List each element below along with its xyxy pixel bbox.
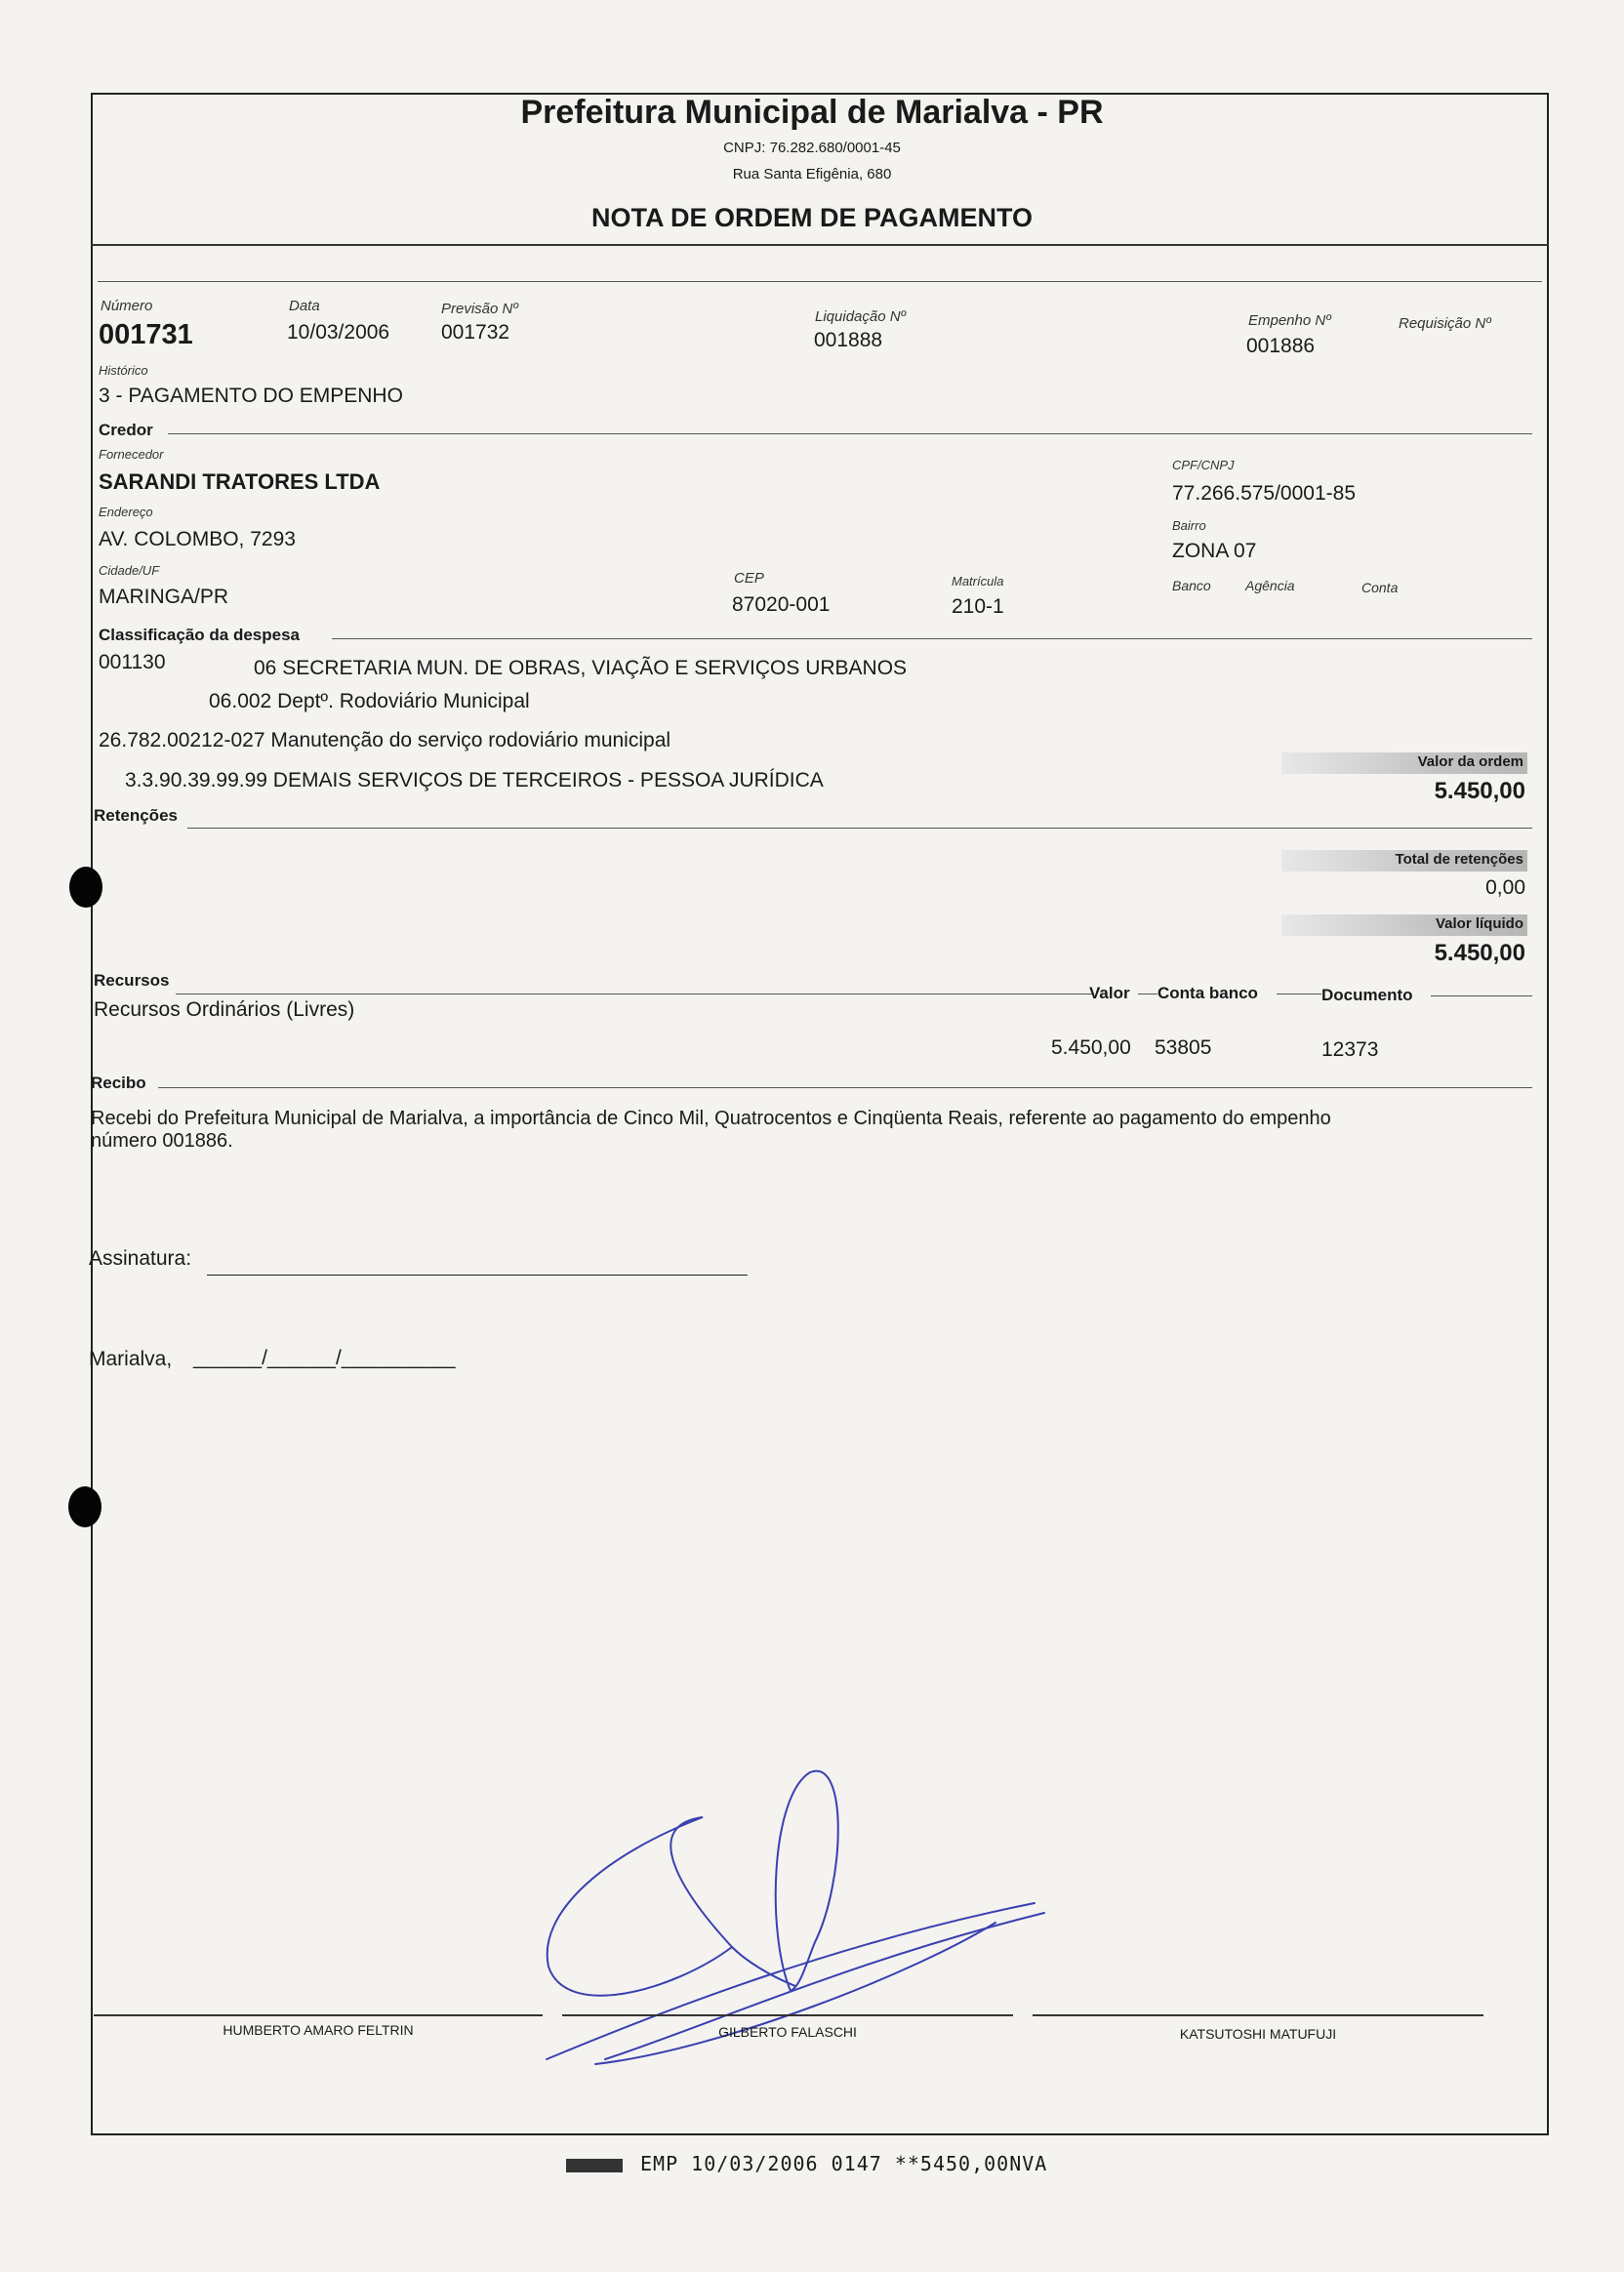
retencoes-section: Retenções (94, 806, 178, 825)
recursos-descricao: Recursos Ordinários (Livres) (94, 998, 355, 1021)
classificacao-rule (332, 638, 1532, 639)
numero-label: Número (101, 298, 153, 314)
fornecedor-value: SARANDI TRATORES LTDA (99, 469, 381, 494)
data-value: 10/03/2006 (287, 321, 390, 344)
page-title: Prefeitura Municipal de Marialva - PR (520, 94, 1104, 131)
classificacao-line2: 06.002 Deptº. Rodoviário Municipal (209, 690, 530, 712)
signature-line-1 (94, 2014, 543, 2016)
valor-liquido-label: Valor líquido (1435, 915, 1523, 932)
cpf-label: CPF/CNPJ (1172, 458, 1235, 472)
assinatura-line[interactable] (207, 1275, 748, 1276)
header-divider-2 (98, 281, 1542, 282)
document-title: NOTA DE ORDEM DE PAGAMENTO (590, 203, 1033, 232)
conta-label: Conta (1361, 580, 1399, 595)
bairro-label: Bairro (1172, 518, 1206, 533)
valor-ordem-value: 5.450,00 (1434, 778, 1525, 804)
retencoes-rule (187, 828, 1532, 829)
bank-stamp-text: EMP 10/03/2006 0147 **5450,00NVA (640, 2152, 1048, 2175)
cnpj-text: CNPJ: 76.282.680/0001-45 (723, 140, 901, 156)
matricula-label: Matrícula (952, 574, 1004, 588)
recibo-line2: número 001886. (91, 1130, 233, 1152)
requisicao-label: Requisição Nº (1399, 315, 1491, 332)
cep-value: 87020-001 (732, 593, 831, 616)
recibo-line1: Recebi do Prefeitura Municipal de Marialva, a importância de Cinco Mil, Quatrocentos e Cinqüenta Reais, referente ao pagamento do empenho (91, 1108, 1331, 1129)
historico-value: 3 - PAGAMENTO DO EMPENHO (99, 385, 403, 407)
classificacao-code: 001130 (99, 651, 166, 673)
header-divider (91, 244, 1549, 246)
empenho-label: Empenho Nº (1248, 312, 1331, 329)
bank-stamp (566, 2152, 1047, 2175)
valor-liquido-band (1281, 914, 1527, 936)
valor-ordem-label: Valor da ordem (1417, 753, 1523, 770)
signature-line-2 (562, 2014, 1013, 2016)
classificacao-line3: 26.782.00212-027 Manutenção do serviço rodoviário municipal (99, 729, 671, 751)
cpf-value: 77.266.575/0001-85 (1172, 482, 1357, 505)
valor-ordem-band (1281, 752, 1527, 774)
recibo-section: Recibo (91, 1074, 146, 1092)
signatory-1: HUMBERTO AMARO FELTRIN (223, 2022, 414, 2038)
total-retencoes-band (1281, 850, 1527, 872)
valor-liquido-value: 5.450,00 (1434, 940, 1525, 966)
numero-value: 001731 (99, 319, 193, 350)
cidade-value: MARINGA/PR (99, 586, 229, 608)
date-blanks[interactable]: ______/______/__________ (193, 1347, 456, 1369)
previsao-value: 001732 (441, 321, 510, 344)
punch-hole-bottom (68, 1486, 102, 1527)
cep-label: CEP (734, 570, 764, 587)
signature-line-3 (1033, 2014, 1483, 2016)
fornecedor-label: Fornecedor (99, 447, 164, 462)
banco-label: Banco (1172, 578, 1211, 593)
recursos-conta-banco: 53805 (1155, 1036, 1212, 1059)
recursos-section: Recursos (94, 971, 170, 990)
signatory-3: KATSUTOSHI MATUFUJI (1179, 2026, 1337, 2042)
data-label: Data (289, 298, 320, 314)
liquidacao-value: 001888 (814, 329, 883, 351)
historico-label: Histórico (99, 363, 148, 378)
total-retencoes-label: Total de retenções (1395, 851, 1523, 868)
endereco-value: AV. COLOMBO, 7293 (99, 528, 296, 550)
address-text: Rua Santa Efigênia, 680 (732, 166, 892, 183)
endereco-label: Endereço (99, 505, 153, 519)
recursos-rule-4 (1431, 995, 1532, 996)
credor-section: Credor (99, 421, 153, 439)
credor-rule (168, 433, 1532, 434)
recursos-documento: 12373 (1321, 1038, 1379, 1061)
recursos-valor: 5.450,00 (1051, 1036, 1131, 1059)
recursos-valor-label: Valor (1089, 984, 1130, 1002)
total-retencoes-value: 0,00 (1485, 876, 1525, 899)
recibo-rule (158, 1087, 1532, 1088)
signatory-2: GILBERTO FALASCHI (718, 2024, 857, 2040)
agencia-label: Agência (1245, 578, 1295, 593)
matricula-value: 210-1 (952, 595, 1004, 618)
recursos-conta-banco-label: Conta banco (1157, 984, 1258, 1002)
recursos-documento-label: Documento (1321, 986, 1413, 1004)
previsao-label: Previsão Nº (441, 301, 518, 317)
empenho-value: 001886 (1246, 335, 1316, 357)
local-label: Marialva, (89, 1348, 173, 1370)
bairro-value: ZONA 07 (1172, 540, 1257, 562)
classificacao-line1: 06 SECRETARIA MUN. DE OBRAS, VIAÇÃO E SERVIÇOS URBANOS (254, 657, 908, 679)
classificacao-line4: 3.3.90.39.99.99 DEMAIS SERVIÇOS DE TERCEIROS - PESSOA JURÍDICA (125, 769, 824, 791)
cidade-label: Cidade/UF (99, 563, 160, 578)
classificacao-section: Classificação da despesa (99, 626, 301, 644)
assinatura-label: Assinatura: (89, 1247, 192, 1270)
liquidacao-label: Liquidação Nº (815, 308, 907, 325)
bank-logo-icon (566, 2159, 623, 2172)
punch-hole-top (69, 867, 102, 908)
